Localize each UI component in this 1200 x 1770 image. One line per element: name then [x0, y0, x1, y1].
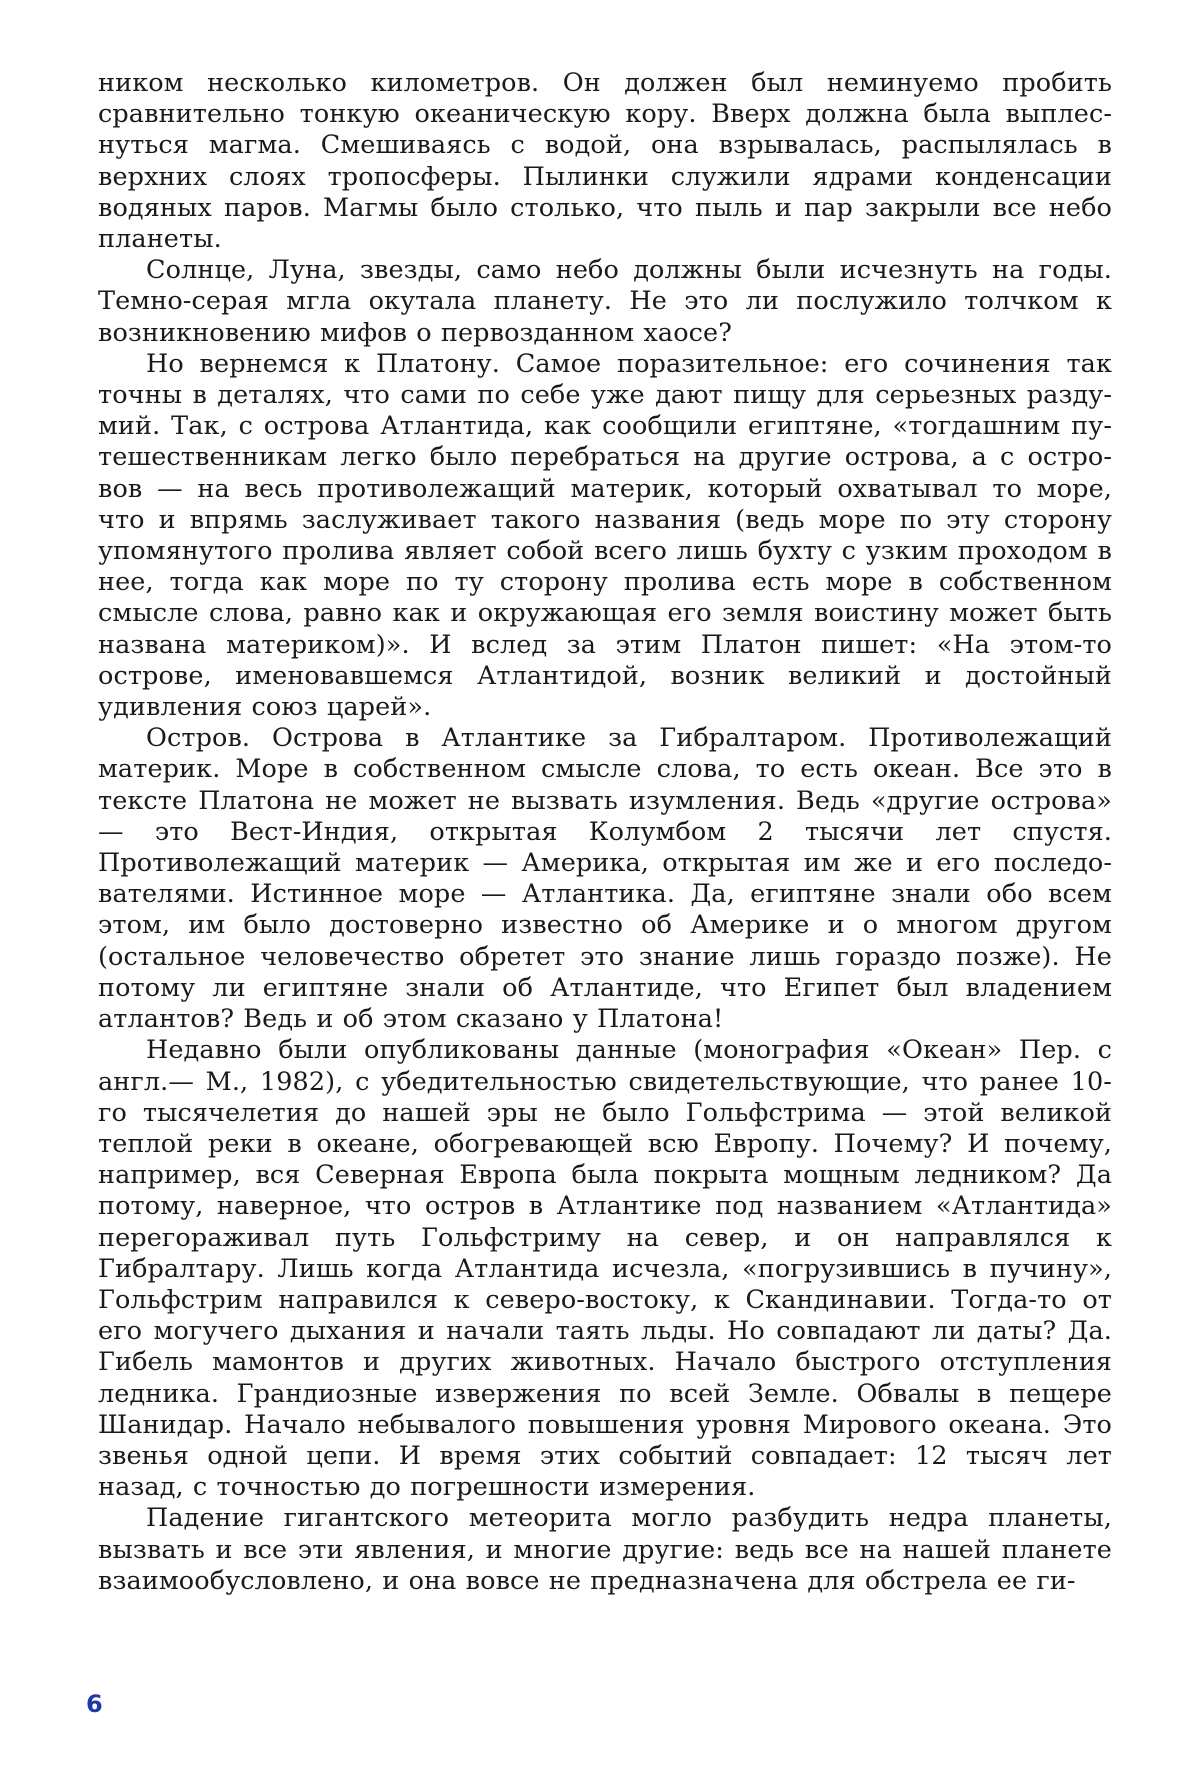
- paragraph-island: Остров. Острова в Атлантике за Гибралтаром. Противолежащий материк. Море в собственном смысле слова, то есть океан. Все это в тексте Платона не может не вызвать изумления. Ведь «другие острова» — это Вест-Индия, открытая Колумбом 2 тысячи лет спустя. Противолежащий материк — Америка, открытая им же и его последователями. Истинное море — Атлантика. Да, египтяне знали обо всем этом, им было достоверно известно об Америке и о многом другом (остальное человечество обретет это знание лишь гораздо позже). Не потому ли египтяне знали об Атлантиде, что Египет был владением атлантов? Ведь и об этом сказано у Платона!: [98, 723, 1112, 1035]
- paragraph-continuation: ником несколько километров. Он должен был неминуемо пробить сравнительно тонкую океаническую кору. Вверх должна была выплеснуться магма. Смешиваясь с водой, она взрывалась, распылялась в верхних слоях тропосферы. Пылинки служили ядрами конденсации водяных паров. Магмы было столько, что пыль и пар закрыли все небо планеты.: [98, 68, 1112, 255]
- paragraph-sun-moon: Солнце, Луна, звезды, само небо должны были исчезнуть на годы. Темно-серая мгла окутала планету. Не это ли послужило толчком к возникновению мифов о первозданном хаосе?: [98, 255, 1112, 348]
- paragraph-plato: Но вернемся к Платону. Самое поразительное: его сочинения так точны в деталях, что сами по себе уже дают пищу для серьезных раздумий. Так, с острова Атлантида, как сообщили египтяне, «тогдашним путешественникам легко было перебраться на другие острова, а с островов — на весь противолежащий материк, который охватывал то море, что и впрямь заслуживает такого названия (ведь море по эту сторону упомянутого пролива являет собой всего лишь бухту с узким проходом в нее, тогда как море по ту сторону пролива есть море в собственном смысле слова, равно как и окружающая его земля воистину может быть названа материком)». И вслед за этим Платон пишет: «На этом-то острове, именовавшемся Атлантидой, возник великий и достойный удивления союз царей».: [98, 348, 1112, 723]
- document-page: [98, 68, 1112, 1597]
- paragraph-gulf-stream: Недавно были опубликованы данные (монография «Океан» Пер. с англ.— М., 1982), с убедительностью свидетельствующие, что ранее 10-го тысячелетия до нашей эры не было Гольфстрима — этой великой теплой реки в океане, обогревающей всю Европу. Почему? И почему, например, вся Северная Европа была покрыта мощным ледником? Да потому, наверное, что остров в Атлантике под названием «Атлантида» перегораживал путь Гольфстриму на север, и он направлялся к Гибралтару. Лишь когда Атлантида исчезла, «погрузившись в пучину», Гольфстрим направился к северо-востоку, к Скандинавии. Тогда-то от его могучего дыхания и начали таять льды. Но совпадают ли даты? Да. Гибель мамонтов и других животных. Начало быстрого отступления ледника. Грандиозные извержения по всей Земле. Обвалы в пещере Шанидар. Начало небывалого повышения уровня Мирового океана. Это звенья одной цепи. И время этих событий совпадает: 12 тысяч лет назад, с точностью до погрешности измерения.: [98, 1035, 1112, 1503]
- paragraph-meteorite: Падение гигантского метеорита могло разбудить недра планеты, вызвать и все эти явления, и многие другие: ведь все на нашей планете взаимообусловлено, и она вовсе не предназначена для обстрела ее ги-: [98, 1503, 1112, 1596]
- page-number: 6: [86, 1690, 103, 1718]
